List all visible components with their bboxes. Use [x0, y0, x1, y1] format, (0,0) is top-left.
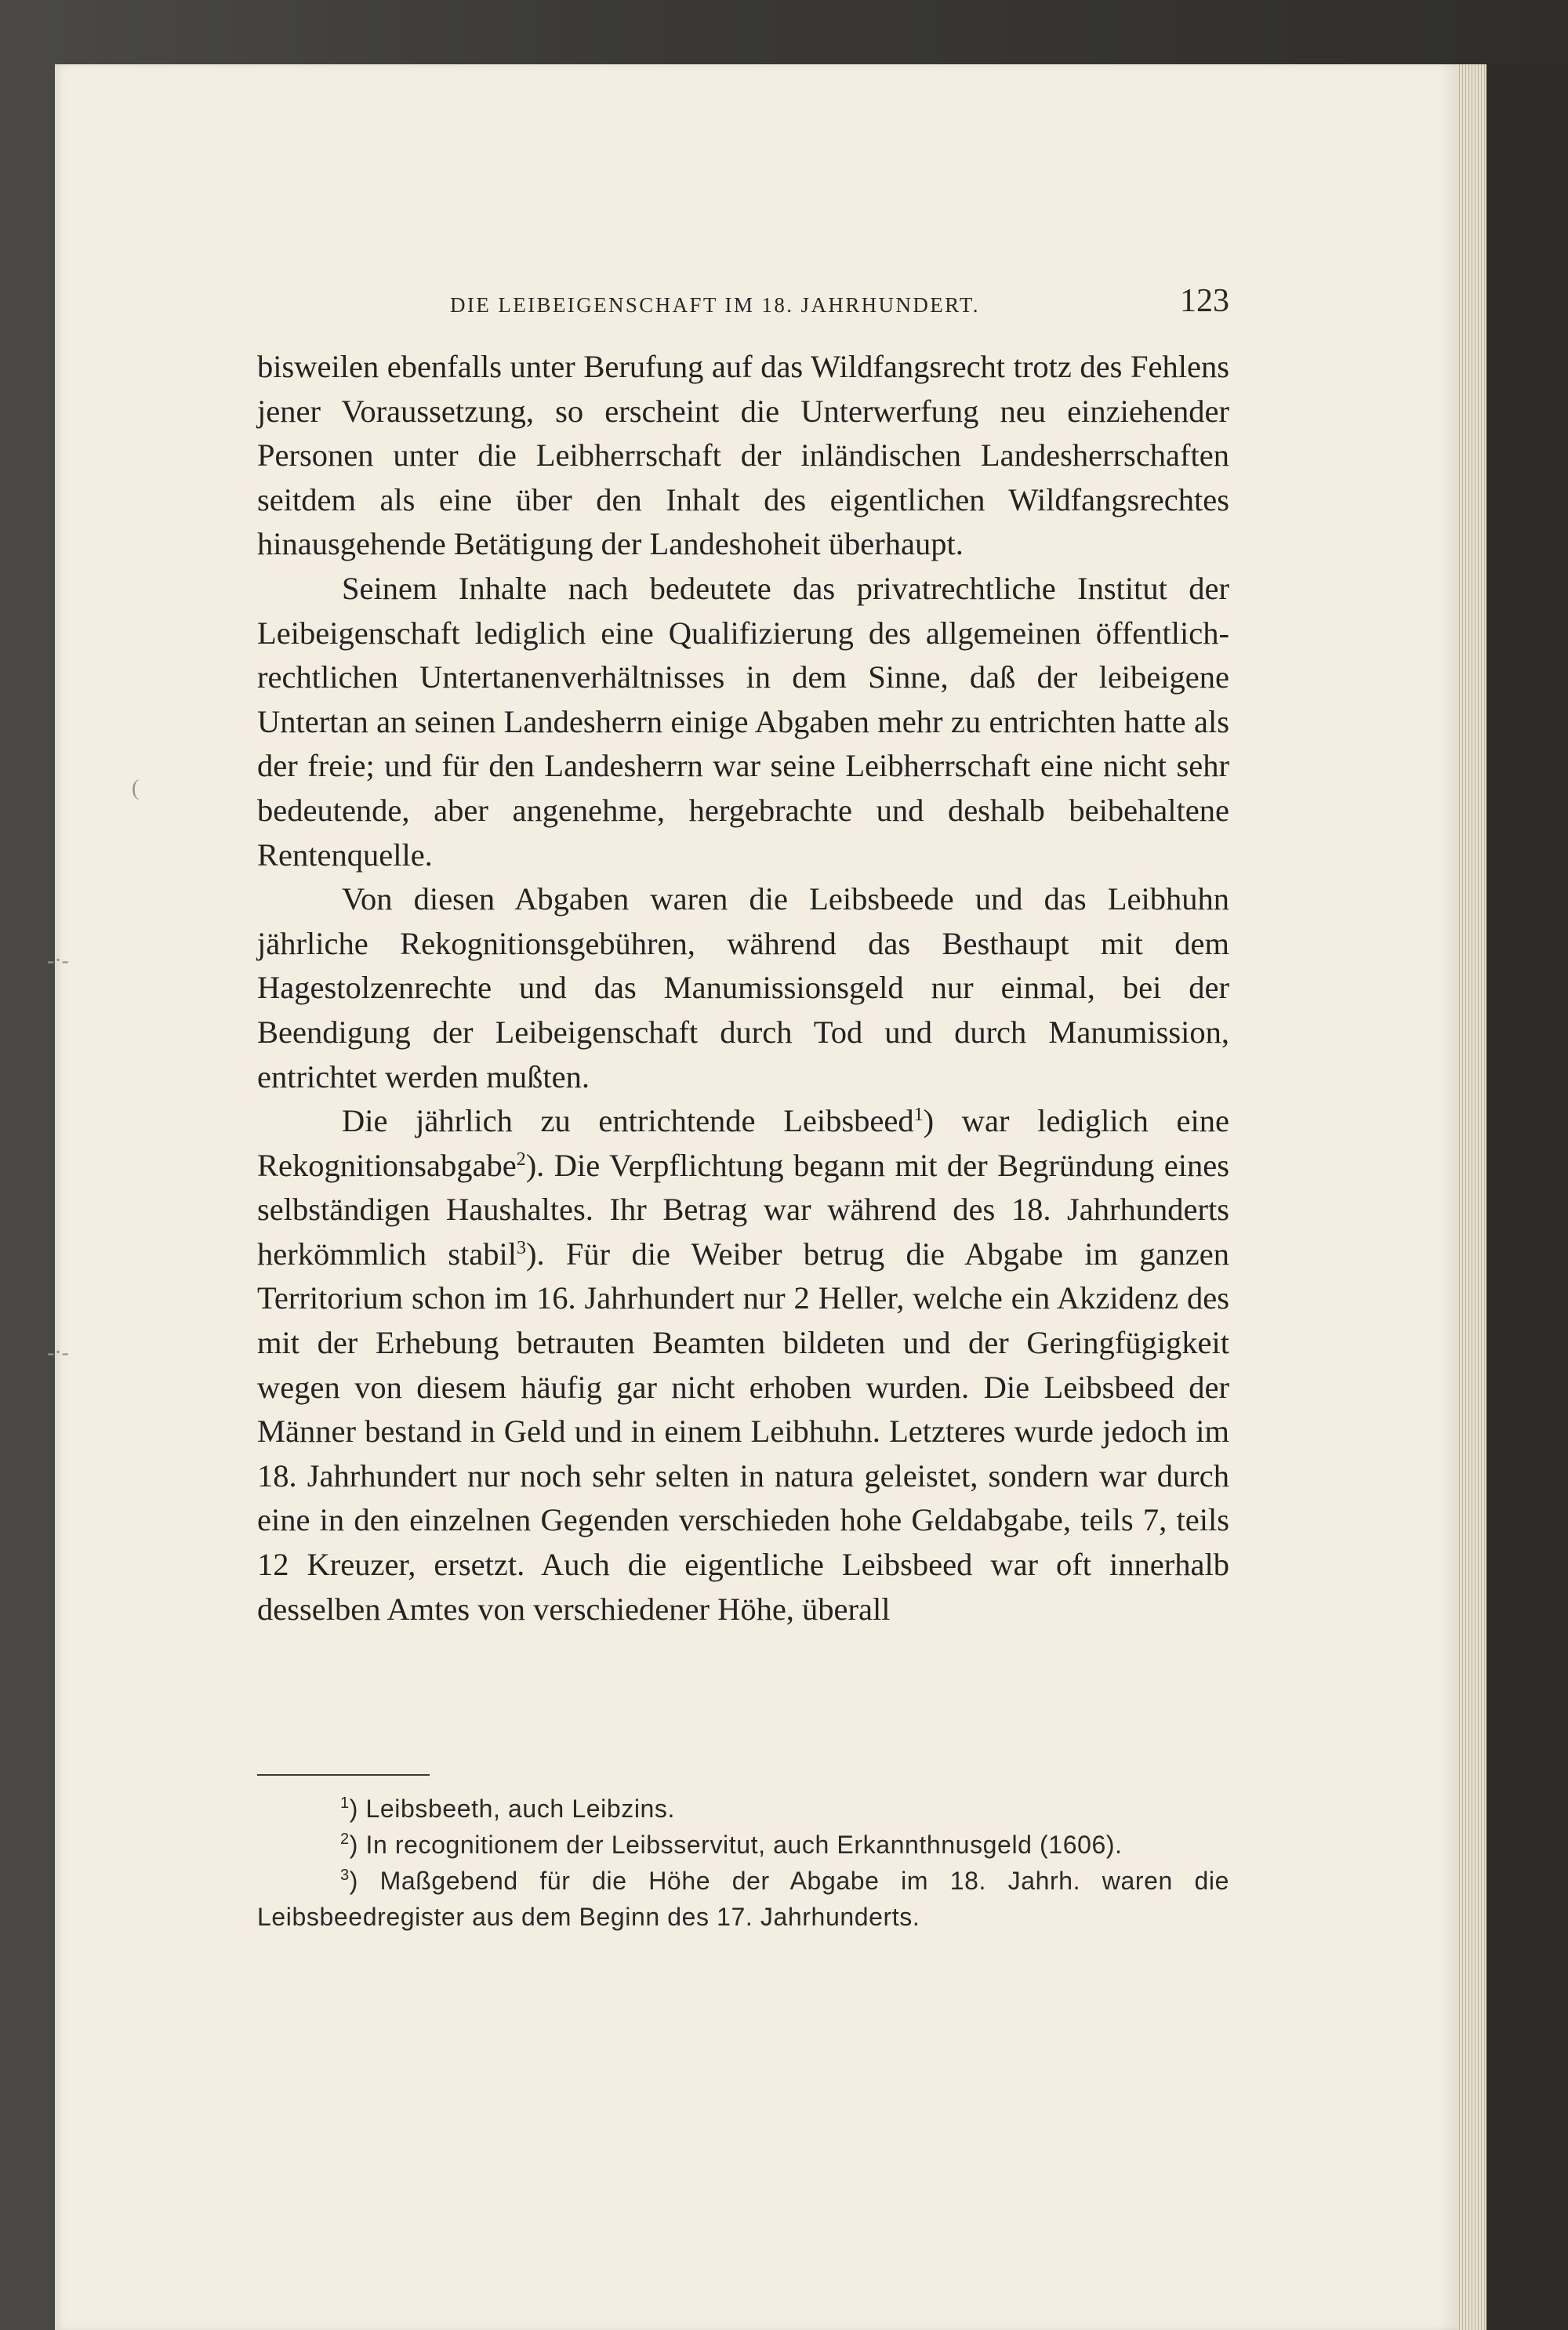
page-edge-lines: [1457, 64, 1486, 2330]
margin-tick-mark: -·-: [47, 949, 69, 973]
paragraph-segment: ). Für die Weiber betrug die Abgabe im ganzen Territorium schon im 16. Jahrhundert nur 2 Heller, welche ein Akzidenz des mit der Erhebung betrauten Beamten bildeten und der Geringfügigkeit wegen von diesem häufig gar nicht erhoben wurden. Die Leibsbeed der Männer bestand in Geld und in einem Leibhuhn. Letzteres wurde jedoch im 18. Jahrhundert nur noch sehr selten in natura geleistet, sondern war durch eine in den einzelnen Gegenden verschieden hohe Geldabgabe, teils 7, teils 12 Kreuzer, ersetzt. Auch die eigentliche Leibsbeed war oft innerhalb desselben Amtes von verschiedener Höhe, überall: [257, 1236, 1229, 1627]
main-text: [257, 345, 1229, 1631]
footnote-text: ) In recognitionem der Leibsservitut, auch Erkannthnusgeld (1606).: [349, 1831, 1123, 1859]
paragraph: Seinem Inhalte nach bedeutete das privatrechtliche Institut der Leibeigenschaft lediglich eine Qualifizierung des allgemeinen öffentlich-rechtlichen Untertanenverhältnisses in dem Sinne, daß der leibeigene Untertan an seinen Landesherrn einige Abgaben mehr zu entrichten hatte als der freie; und für den Landesherrn war seine Leibherrschaft eine nicht sehr bedeutende, aber angenehme, hergebrachte und deshalb beibehaltene Rentenquelle.: [257, 570, 1229, 873]
paragraph: Von diesen Abgaben waren die Leibsbeede und das Leibhuhn jährliche Rekognitionsgebühren, während das Besthaupt mit dem Hagestolzenrechte und das Manumissionsgeld nur einmal, bei der Beendigung der Leibeigenschaft durch Tod und durch Manumission, entrichtet werden mußten.: [257, 881, 1229, 1094]
margin-tick-mark: -·-: [47, 1341, 69, 1365]
footnote: [257, 1863, 1229, 1935]
paragraph: bisweilen ebenfalls unter Berufung auf das Wildfangsrecht trotz des Fehlens jener Voraussetzung, so erscheint die Unterwerfung neu einziehender Personen unter die Leibherrschaft der inländischen Landesherrschaften seitdem als eine über den Inhalt des eigentlichen Wildfangsrechtes hinausgehende Betätigung der Landeshoheit überhaupt.: [257, 349, 1229, 562]
footnote-reference: 1: [913, 1105, 924, 1126]
footnote-text: ) Leibsbeeth, auch Leibzins.: [349, 1795, 676, 1823]
margin-tick-mark: (: [132, 776, 140, 800]
scan-border-right: [1486, 64, 1568, 2330]
footnote: [257, 1791, 1229, 1827]
footnote-reference: 2: [516, 1149, 526, 1170]
page-header: [257, 282, 1229, 329]
page-number: 123: [1180, 283, 1229, 319]
footnotes: [257, 1791, 1229, 1935]
paragraph-segment: ). Die Verpflichtung begann mit der Begründung eines selbständigen Haushaltes. Ihr Betrag war während des 18. Jahrhunderts herkömmlich stabil: [257, 1147, 1229, 1272]
footnote: [257, 1827, 1229, 1863]
footnote-marker: 3: [340, 1867, 350, 1884]
footnote-text: ) Maßgebend für die Höhe der Abgabe im 18. Jahrh. waren die Leibsbeedregister aus dem Beginn des 17. Jahrhunderts.: [257, 1867, 1229, 1931]
footnote-separator: [257, 1774, 430, 1776]
paragraph-segment: ) war lediglich eine Rekognitionsabgabe: [257, 1103, 1229, 1183]
paragraph: [257, 1099, 1229, 1631]
footnote-reference: 3: [517, 1237, 526, 1258]
footnote-marker: 2: [340, 1831, 350, 1848]
paragraph-segment: Die jährlich zu entrichtende Leibsbeed: [342, 1103, 914, 1139]
footnote-marker: 1: [340, 1795, 350, 1812]
running-title: DIE LEIBEIGENSCHAFT IM 18. JAHRHUNDERT.: [450, 293, 980, 317]
